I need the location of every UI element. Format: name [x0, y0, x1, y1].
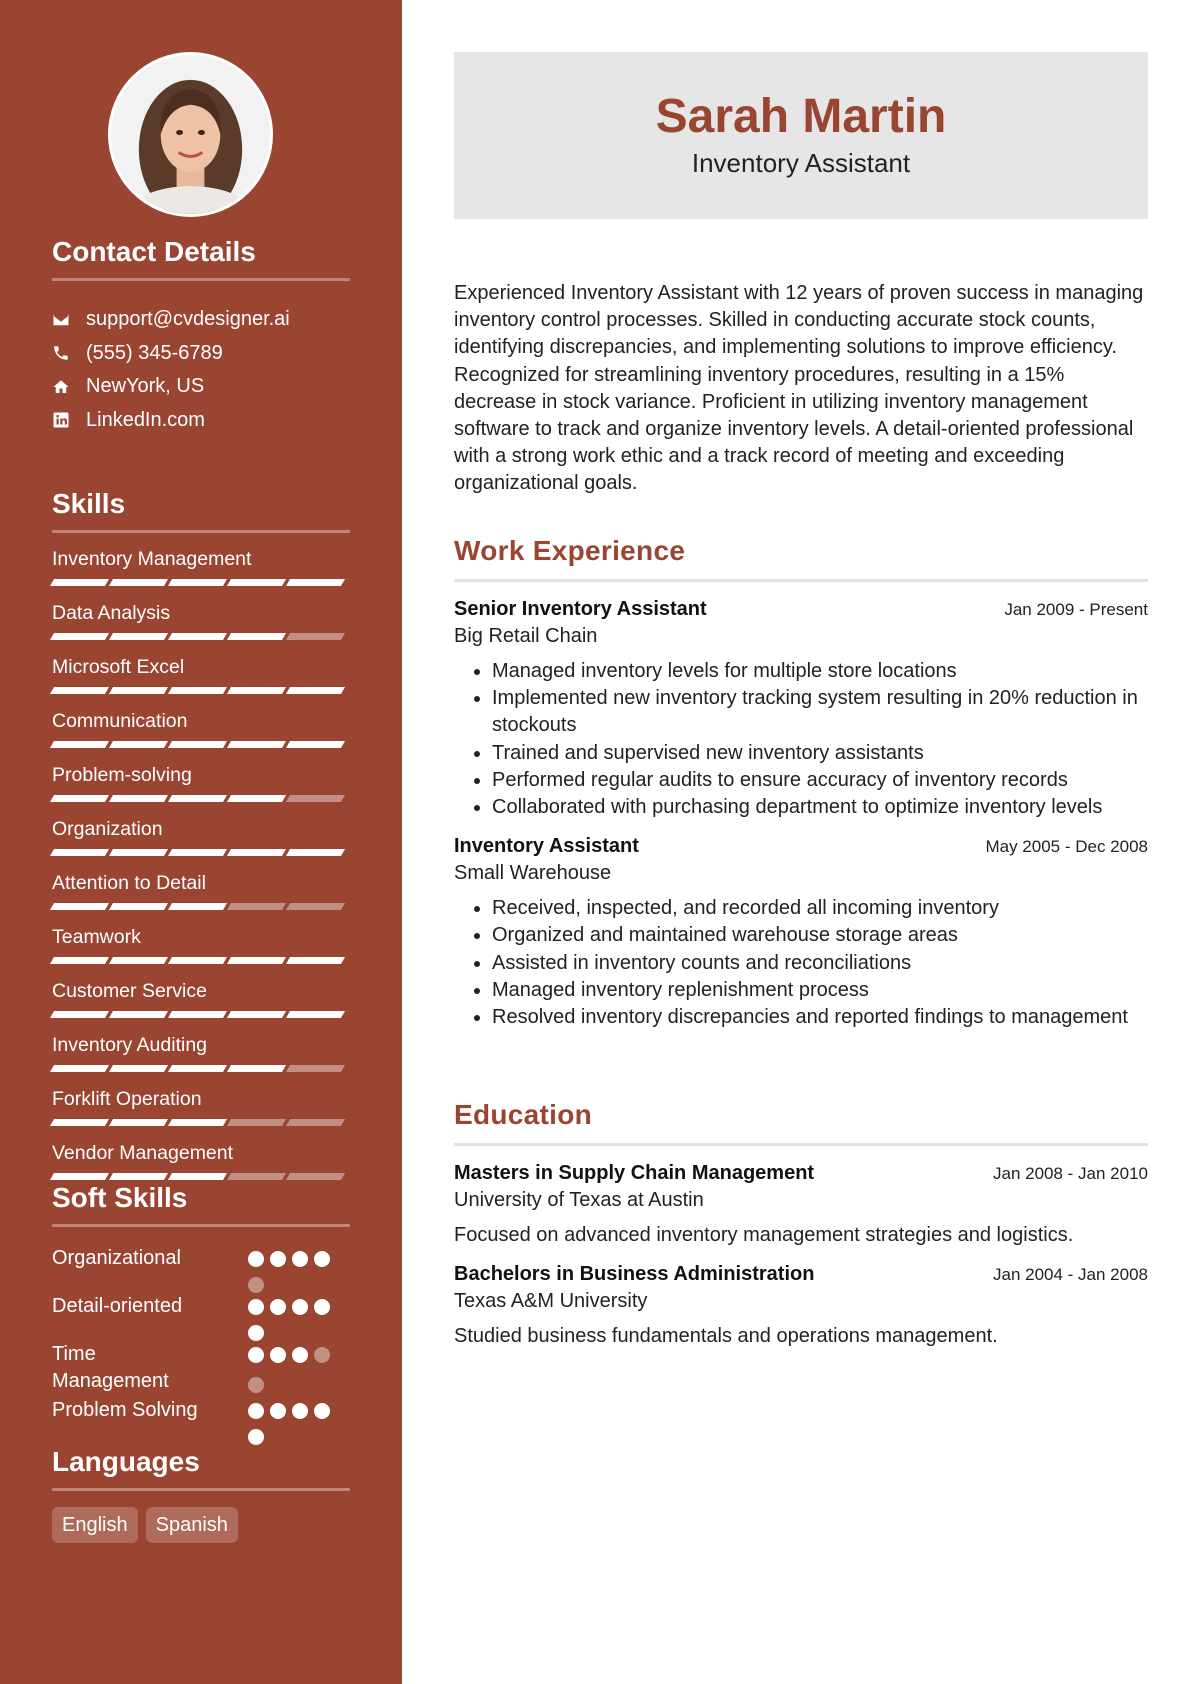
skill-level-segment: [286, 687, 345, 694]
soft-skill-label: Organizational: [52, 1247, 181, 1269]
skill-level-segment: [286, 795, 345, 802]
rating-dot: [248, 1347, 264, 1363]
skill-level-segment: [50, 795, 109, 802]
skill-level-segment: [168, 579, 227, 586]
skill-level-bar: [52, 795, 350, 802]
skill-level-segment: [286, 741, 345, 748]
skill-level-segment: [50, 1173, 109, 1180]
rating-dot: [248, 1277, 264, 1293]
skill-level-segment: [286, 579, 345, 586]
soft-skill-rating: [248, 1245, 334, 1293]
skill-level-segment: [168, 633, 227, 640]
soft-skill-item: [52, 1245, 350, 1293]
list-item: • Received, inspected, and recorded all incoming inventory: [492, 895, 1148, 922]
skills-heading: Skills: [52, 488, 350, 533]
skill-item: [52, 925, 350, 975]
skill-label: Attention to Detail: [52, 872, 206, 894]
sidebar: [0, 0, 402, 1684]
rating-dot: [248, 1377, 264, 1393]
work-section: [454, 535, 1148, 1031]
soft-skill-rating: [248, 1293, 334, 1341]
contact-heading: Contact Details: [52, 236, 350, 281]
skill-level-segment: [286, 1065, 345, 1072]
skill-level-segment: [109, 1119, 168, 1126]
skill-label: Inventory Management: [52, 548, 252, 570]
skill-level-segment: [286, 633, 345, 640]
degree-dates: Jan 2004 - Jan 2008: [992, 1265, 1148, 1284]
rating-dot: [270, 1299, 286, 1315]
degree-dates: Jan 2008 - Jan 2010: [992, 1164, 1148, 1183]
skill-level-segment: [227, 633, 286, 640]
list-item: • Performed regular audits to ensure accuracy of inventory records: [492, 767, 1148, 794]
rating-dot: [292, 1251, 308, 1267]
skill-level-segment: [227, 579, 286, 586]
skill-level-segment: [109, 741, 168, 748]
rating-dot: [270, 1251, 286, 1267]
skill-level-segment: [286, 903, 345, 910]
avatar-frame: [108, 52, 273, 217]
skill-level-bar: [52, 849, 350, 856]
skill-level-segment: [168, 1065, 227, 1072]
phone-icon: [52, 344, 86, 362]
skill-level-segment: [168, 1011, 227, 1018]
job-dates: May 2005 - Dec 2008: [985, 837, 1148, 857]
skill-level-bar: [52, 1065, 350, 1072]
degree-title: Masters in Supply Chain Management: [454, 1162, 815, 1184]
home-icon: [52, 378, 86, 396]
skill-level-segment: [50, 1119, 109, 1126]
degree-title: Bachelors in Business Administration: [454, 1263, 815, 1285]
skill-level-segment: [227, 957, 286, 964]
list-item: • Collaborated with purchasing department to optimize inventory levels: [492, 794, 1148, 821]
skill-item: [52, 655, 350, 705]
skill-label: Customer Service: [52, 980, 207, 1002]
skill-level-bar: [52, 957, 350, 964]
skill-level-bar: [52, 741, 350, 748]
soft-skill-label: Problem Solving: [52, 1399, 198, 1421]
rating-dot: [270, 1347, 286, 1363]
skill-level-bar: [52, 633, 350, 640]
skill-level-segment: [50, 903, 109, 910]
job-bullets: [454, 895, 1148, 1031]
soft-skills-section: [52, 1182, 350, 1445]
skill-level-segment: [109, 1065, 168, 1072]
skill-level-segment: [168, 903, 227, 910]
languages-heading: Languages: [52, 1446, 350, 1491]
company-name: Big Retail Chain: [454, 625, 598, 647]
skill-label: Communication: [52, 710, 188, 732]
skill-level-segment: [227, 741, 286, 748]
skill-level-segment: [286, 1173, 345, 1180]
skill-level-segment: [109, 633, 168, 640]
skill-item: [52, 1087, 350, 1137]
job-bullets: [454, 658, 1148, 821]
skill-level-segment: [227, 903, 286, 910]
contact-email[interactable]: [52, 303, 350, 337]
rating-dot: [292, 1347, 308, 1363]
skill-label: Vendor Management: [52, 1142, 234, 1164]
skill-level-segment: [50, 957, 109, 964]
skill-level-segment: [168, 1173, 227, 1180]
skill-level-segment: [109, 1011, 168, 1018]
skill-label: Forklift Operation: [52, 1088, 202, 1110]
contact-location-text: NewYork, US: [86, 375, 205, 398]
education-entry: [454, 1263, 1148, 1350]
work-entry: [454, 598, 1148, 821]
soft-skill-label: Time Management: [52, 1343, 169, 1392]
skill-label: Teamwork: [52, 926, 141, 948]
rating-dot: [248, 1251, 264, 1267]
rating-dot: [248, 1299, 264, 1315]
list-item: • Trained and supervised new inventory assistants: [492, 740, 1148, 767]
skill-item: [52, 871, 350, 921]
skill-item: [52, 601, 350, 651]
contact-linkedin[interactable]: [52, 404, 350, 438]
school-name: University of Texas at Austin: [454, 1189, 704, 1211]
skill-level-segment: [168, 849, 227, 856]
school-name: Texas A&M University: [454, 1290, 648, 1312]
skill-level-segment: [50, 633, 109, 640]
skill-level-bar: [52, 579, 350, 586]
skill-level-segment: [227, 1065, 286, 1072]
rating-dot: [248, 1325, 264, 1341]
work-heading: Work Experience: [454, 535, 1148, 582]
skill-level-bar: [52, 687, 350, 694]
skill-level-segment: [227, 1011, 286, 1018]
envelope-icon: [52, 311, 86, 329]
skill-level-segment: [50, 849, 109, 856]
skill-level-segment: [227, 795, 286, 802]
language-tag: English: [52, 1507, 138, 1543]
job-title: Senior Inventory Assistant: [454, 598, 707, 620]
soft-skill-rating: [248, 1341, 334, 1397]
job-title: Inventory Assistant: [454, 835, 639, 858]
rating-dot: [292, 1403, 308, 1419]
skill-level-segment: [109, 903, 168, 910]
skill-item: [52, 1033, 350, 1083]
education-heading: Education: [454, 1099, 1148, 1146]
contact-linkedin-text: LinkedIn.com: [86, 408, 205, 431]
skill-level-segment: [227, 1173, 286, 1180]
skill-level-bar: [52, 903, 350, 910]
list-item: • Managed inventory levels for multiple store locations: [492, 658, 1148, 685]
skill-level-segment: [286, 957, 345, 964]
skill-label: Organization: [52, 818, 163, 840]
list-item: • Implemented new inventory tracking system resulting in 20% reduction in stockouts: [492, 685, 1148, 739]
contact-section: [52, 236, 350, 437]
skill-level-segment: [109, 957, 168, 964]
skill-item: [52, 547, 350, 597]
skill-level-segment: [50, 1065, 109, 1072]
work-entry: [454, 835, 1148, 1031]
rating-dot: [314, 1403, 330, 1419]
skill-level-segment: [109, 579, 168, 586]
degree-description: Studied business fundamentals and operations management.: [454, 1325, 998, 1347]
skill-item: [52, 817, 350, 867]
contact-location: [52, 370, 350, 404]
soft-skill-item: [52, 1397, 350, 1445]
candidate-name: Sarah Martin: [655, 90, 947, 143]
list-item: • Assisted in inventory counts and reconciliations: [492, 950, 1148, 977]
languages-section: [52, 1446, 350, 1543]
skill-level-segment: [50, 1011, 109, 1018]
skill-level-segment: [286, 1119, 345, 1126]
soft-skill-item: [52, 1341, 350, 1397]
soft-skill-rating: [248, 1397, 334, 1445]
skill-level-segment: [109, 849, 168, 856]
language-tag: Spanish: [146, 1507, 238, 1543]
rating-dot: [292, 1299, 308, 1315]
rating-dot: [270, 1403, 286, 1419]
skill-level-segment: [227, 1119, 286, 1126]
skill-item: [52, 709, 350, 759]
skill-level-segment: [286, 1011, 345, 1018]
skill-label: Problem-solving: [52, 764, 192, 786]
skill-label: Microsoft Excel: [52, 656, 185, 678]
skill-level-segment: [109, 795, 168, 802]
skill-level-segment: [50, 741, 109, 748]
skill-label: Inventory Auditing: [52, 1034, 208, 1056]
skill-level-segment: [109, 687, 168, 694]
list-item: • Organized and maintained warehouse storage areas: [492, 922, 1148, 949]
candidate-title: Inventory Assistant: [691, 148, 911, 178]
list-item: • Managed inventory replenishment process: [492, 977, 1148, 1004]
list-item: • Resolved inventory discrepancies and reported findings to management: [492, 1004, 1148, 1031]
soft-skills-list: [52, 1245, 350, 1445]
soft-skills-heading: Soft Skills: [52, 1182, 350, 1227]
skill-label: Data Analysis: [52, 602, 171, 624]
skill-level-bar: [52, 1119, 350, 1126]
education-section: [454, 1099, 1148, 1350]
language-tags: [52, 1507, 350, 1543]
rating-dot: [248, 1429, 264, 1445]
soft-skill-label: Detail-oriented: [52, 1295, 183, 1317]
rating-dot: [314, 1251, 330, 1267]
soft-skill-item: [52, 1293, 350, 1341]
skill-level-bar: [52, 1011, 350, 1018]
rating-dot: [248, 1403, 264, 1419]
skill-item: [52, 763, 350, 813]
skill-level-segment: [50, 579, 109, 586]
contact-phone[interactable]: [52, 337, 350, 371]
skill-level-segment: [286, 849, 345, 856]
skill-level-segment: [168, 687, 227, 694]
skill-level-segment: [168, 1119, 227, 1126]
skill-level-segment: [227, 849, 286, 856]
rating-dot: [314, 1299, 330, 1315]
skill-level-bar: [52, 1173, 350, 1180]
skill-level-segment: [168, 795, 227, 802]
contact-phone-text: (555) 345-6789: [86, 341, 223, 364]
skills-list: [52, 547, 350, 1191]
avatar: [111, 55, 270, 214]
skill-item: [52, 979, 350, 1029]
skill-level-segment: [50, 687, 109, 694]
skill-level-segment: [109, 1173, 168, 1180]
skills-section: [52, 488, 350, 1191]
name-header: [454, 52, 1148, 219]
degree-description: Focused on advanced inventory management strategies and logistics.: [454, 1224, 1074, 1246]
summary: Experienced Inventory Assistant with 12 years of proven success in managing inventory control processes. Skilled in conducting accurate stock counts, identifying discrepancies, and implementing solutions to improve efficiency. Recognized for streamlining inventory procedures, resulting in a 15% decrease in stock variance. Proficient in utilizing inventory management software to track and organize inventory levels. A detail-oriented professional with a strong work ethic and a track record of meeting and exceeding organizational goals.: [454, 282, 1144, 495]
company-name: Small Warehouse: [454, 862, 612, 885]
skill-level-segment: [227, 687, 286, 694]
linkedin-icon: [52, 411, 86, 429]
education-entry: [454, 1162, 1148, 1249]
skill-level-segment: [168, 741, 227, 748]
job-dates: Jan 2009 - Present: [1004, 600, 1148, 619]
rating-dot: [314, 1347, 330, 1363]
skill-level-segment: [168, 957, 227, 964]
contact-email-text: support@cvdesigner.ai: [86, 308, 290, 331]
